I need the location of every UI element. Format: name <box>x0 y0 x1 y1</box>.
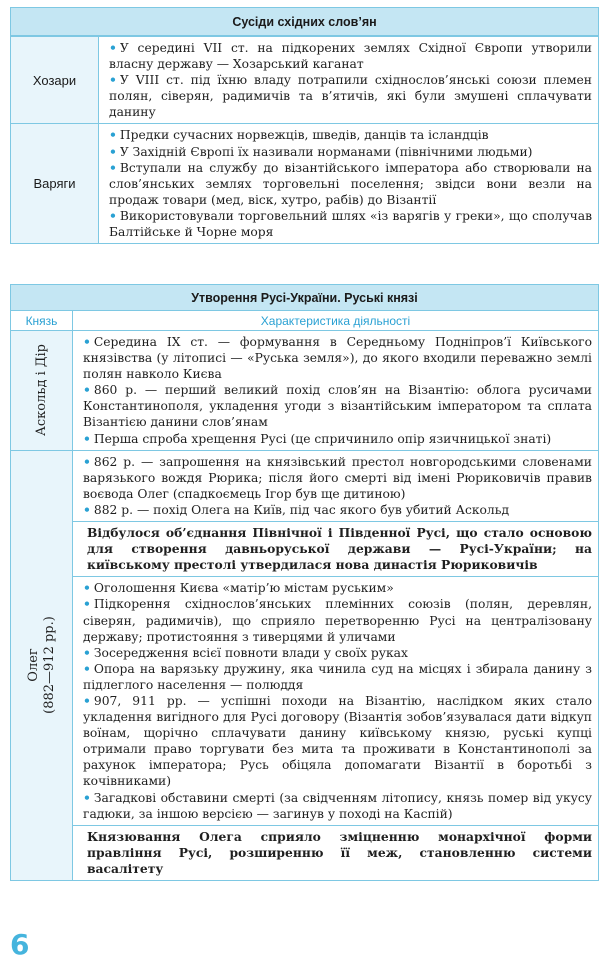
bullet-icon: • <box>83 692 91 708</box>
bullet-icon: • <box>83 334 91 349</box>
oleg-summary-2: Князювання Олега сприяло зміцненню монархічної форми правління Русі, розширенню її меж, становленню системи васалітету <box>73 825 598 880</box>
bullet-icon: • <box>83 596 91 612</box>
oleg-label-cell <box>11 451 73 880</box>
bullet-icon: • <box>83 501 91 517</box>
list-item: • Використовували торговельний шлях «із варягів у греки», що сполучав Балтійське й Чорне моря <box>109 207 592 240</box>
list-item: • 907, 911 рр. — успішні походи на Візантію, наслідком яких стало укладення вигідного для Русі договору (Візантія зобов’язувалася дати відкуп воїнам, щорічно сплачувати данину київському князю, руські купці отримали право торгувати без мита та проживати в Константинополі за рахунок імператора; Русь обіцяла допомагати Візантії в боротьбі з кочівниками) <box>83 692 592 789</box>
oleg-label <box>26 616 58 714</box>
list-item: • Зосередження всієї повноти влади у своїх руках <box>83 644 408 660</box>
khazars-label: Хозари <box>11 37 99 123</box>
list-item: • 860 р. — перший великий похід слов’ян на Візантію: облога русичами Константинополя, укладення угоди з візантійським імператором та сплата Візантією данини слов’янам <box>83 382 592 430</box>
oleg-block-1 <box>73 451 598 521</box>
bullet-icon: • <box>109 40 117 55</box>
bullet-icon: • <box>109 72 117 88</box>
bullet-icon: • <box>83 660 91 676</box>
list-item: • 862 р. — запрошення на князівський престол новгородськими словенами варязького вождя Рюрика; після його смерті від імені Рюриковичів правив воєвода Олег (спадкоємець Ігор був ще дитиною) <box>83 453 592 501</box>
bullet-icon: • <box>109 207 117 223</box>
bullet-icon: • <box>109 159 117 175</box>
list-item: • У Західній Європі їх називали норманами (північними людьми) <box>109 143 533 159</box>
bullet-icon: • <box>109 143 117 159</box>
oleg-block-2 <box>73 576 598 824</box>
list-item: • Загадкові обставини смерті (за свідченням літопису, князь помер від укусу гадюки, за іншою версією — загинув у поході на Каспій) <box>83 789 592 821</box>
bullet-icon: • <box>109 127 117 143</box>
list-item: • Оголошення Києва «матір’ю містам руським» <box>83 580 394 596</box>
col-prince-header: Князь <box>11 311 73 330</box>
princes-title: Утворення Русі-України. Руські князі <box>11 285 598 311</box>
khazars-content <box>99 37 598 123</box>
neighbors-table <box>10 7 599 244</box>
oleg-row <box>11 450 598 880</box>
askold-label-cell <box>11 331 73 450</box>
list-item: • Предки сучасних норвежців, шведів, данців та ісландців <box>109 127 489 143</box>
princes-table <box>10 284 599 881</box>
bullet-icon: • <box>83 382 91 398</box>
list-item: • 882 р. — похід Олега на Київ, під час якого був убитий Аскольд <box>83 501 510 517</box>
list-item: • Підкорення східнослов’янських племінних союзів (полян, деревлян, сіверян, радимичів), що сприяло перетворенню Русі на централізовану державу; протистояння з тиверцями й уличами <box>83 596 592 644</box>
oleg-summary-1: Відбулося об’єднання Північної і Південної Русі, що стало основою для створення давньоруської держави — Русі-України; на київському престолі утвердилася нова династія Рюриковичів <box>73 521 598 576</box>
varangians-row <box>11 123 598 243</box>
list-item: • У середині VII ст. на підкорених землях Східної Європи утворили власну державу — Хозарський каганат <box>109 40 592 72</box>
askold-content <box>73 331 598 450</box>
col-activity-header: Характеристика діяльності <box>260 313 411 328</box>
oleg-content <box>73 451 598 880</box>
varangians-content <box>99 124 598 243</box>
bullet-icon: • <box>83 430 91 446</box>
oleg-name: Олег <box>25 648 41 683</box>
list-item: • Вступали на службу до візантійського імператора або створювали на слов’янських землях торговельні поселення; звідси вони везли на продаж товари (мед, віск, хутро, рабів) до Візантії <box>109 159 592 207</box>
neighbors-title: Сусіди східних слов’ян <box>11 8 598 36</box>
bullet-icon: • <box>83 580 91 596</box>
varangians-label: Варяги <box>11 124 99 243</box>
list-item: • Перша спроба хрещення Русі (це спричинило опір язичницької знаті) <box>83 430 552 446</box>
princes-header <box>11 311 598 331</box>
khazars-row <box>11 36 598 123</box>
page-number: 6 <box>10 928 30 961</box>
oleg-years: (882—912 рр.) <box>41 616 57 715</box>
bullet-icon: • <box>83 453 91 469</box>
list-item: • Опора на варязьку дружину, яка чинила суд на місцях і збирала данину з підлеглого населення — полюддя <box>83 660 592 692</box>
bullet-icon: • <box>83 789 91 805</box>
list-item: • Середина IX ст. — формування в Середньому Подніпров’ї Київського князівства (у літописі — «Руська земля»), до якого входили переважно землі полян навколо Києва <box>83 334 592 382</box>
askold-row <box>11 331 598 450</box>
bullet-icon: • <box>83 644 91 660</box>
list-item: • У VIII ст. під їхню владу потрапили східнослов’янські союзи племен полян, сіверян, радимичів та в’ятичів, які були змушені сплачувати данину <box>109 72 592 120</box>
askold-label: Аскольд і Дір <box>33 344 49 437</box>
